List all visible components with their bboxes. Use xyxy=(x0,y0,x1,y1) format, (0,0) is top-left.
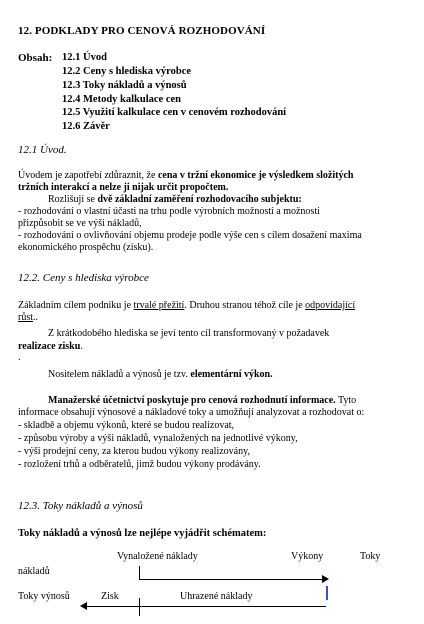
paragraph-line xyxy=(18,341,83,353)
paragraph-line xyxy=(48,395,356,407)
paragraph-line xyxy=(18,312,38,324)
diagram-label-toky-vynosu: Toky výnosů xyxy=(18,591,70,602)
underlined-span: odpovídající xyxy=(305,300,356,311)
toc-item-4: 12.4 Metody kalkulace cen xyxy=(62,94,181,105)
text-span: . Druhou stranou téhož cíle je xyxy=(184,300,306,311)
list-item: přizpůsobit se ve výši nákladů, xyxy=(18,218,142,229)
toc-label: Obsah: xyxy=(18,52,53,64)
revenue-flow-arrow-line xyxy=(84,606,326,607)
section-heading-uvod: 12.1 Úvod. xyxy=(18,144,67,156)
cost-flow-arrowhead xyxy=(322,575,329,583)
diagram-label-vykony: Výkony xyxy=(291,551,324,562)
list-item: - skladbě a objemu výkonů, které se budou realizovat, xyxy=(18,420,235,431)
list-item: - rozhodování o vlastní účasti na trhu podle výrobních možností a možnosti xyxy=(18,206,320,217)
bold-span: Manažerské účetnictví poskytuje pro cenová rozhodnutí informace. xyxy=(48,395,336,406)
underlined-span: trvalé přežití xyxy=(133,300,185,311)
diagram-label-vynalozene: Vynaložené náklady xyxy=(117,551,198,562)
list-item: ekonomického prospěchu (zisku). xyxy=(18,242,154,253)
text-span: Úvodem je zapotřebí zdůraznit, že xyxy=(18,170,158,181)
paragraph-line xyxy=(18,170,353,182)
bold-span: realizace zisku xyxy=(18,341,81,352)
cost-flow-start-tick xyxy=(139,566,140,580)
toc-item-6: 12.6 Závěr xyxy=(62,121,110,132)
text-span: .. xyxy=(33,312,38,323)
diagram-label-zisk: Zisk xyxy=(101,591,119,602)
toc-item-3: 12.3 Toky nákladů a výnosů xyxy=(62,80,187,91)
diagram-label-uhrazene: Uhrazené náklady xyxy=(180,591,253,602)
revenue-flow-arrowhead xyxy=(80,602,87,610)
paragraph-line: tržních interakcí a nelze ji nijak určit propočtem. xyxy=(18,182,229,193)
profit-divider-tick xyxy=(139,598,140,616)
list-item: - výši prodejní ceny, za kterou budou výkony realizovány, xyxy=(18,446,250,457)
diagram-label-nakladu: nákladů xyxy=(18,566,50,577)
text-span: Základním cílem podniku je xyxy=(18,300,134,311)
section-heading-toky: 12.3. Toky nákladů a výnosů xyxy=(18,500,143,512)
paragraph-line xyxy=(18,300,355,312)
toc-item-2: 12.2 Ceny s hlediska výrobce xyxy=(62,66,192,77)
text-span: Tyto xyxy=(335,395,357,406)
text-span: . xyxy=(80,341,83,352)
list-item: - způsobu výroby a výši nákladů, vynaložených na jednotlivé výkony, xyxy=(18,433,298,444)
toc-item-1: 12.1 Úvod xyxy=(62,52,107,63)
underlined-span: růst xyxy=(18,312,33,323)
paragraph-line xyxy=(48,194,302,206)
paragraph-line xyxy=(48,369,273,381)
list-item: - rozhodování o ovlivňování objemu prodeje podle výše cen s cílem dosažení maxima xyxy=(18,230,362,241)
diagram-intro: Toky nákladů a výnosů lze nejlépe vyjádřit schématem: xyxy=(18,528,267,539)
toc-item-5: 12.5 Využití kalkulace cen v cenovém rozhodování xyxy=(62,107,287,118)
cost-flow-arrow-line xyxy=(139,579,325,580)
section-heading-ceny: 12.2. Ceny s hlediska výrobce xyxy=(18,272,149,284)
text-span: Nositelem nákladů a výnosů je tzv. xyxy=(48,369,191,380)
paragraph-line: Z krátkodobého hlediska se jeví tento cíl transformovaný v požadavek xyxy=(48,328,330,339)
diagram-label-toky: Toky xyxy=(360,551,381,562)
text-span: Rozlišují se xyxy=(48,194,98,205)
bold-span: elementární výkon. xyxy=(190,369,273,380)
stray-dot: . xyxy=(18,352,21,363)
paragraph-line: informace obsahují výnosové a nákladové toky a umožňují analyzovat a rozhodovat o: xyxy=(18,407,365,418)
page-title: 12. PODKLADY PRO CENOVÁ ROZHODOVÁNÍ xyxy=(18,25,266,37)
bold-span: dvě základní zaměření rozhodovacího subjektu: xyxy=(97,194,302,205)
diagram-marker xyxy=(326,586,328,600)
list-item: - rozložení trhů a odběratelů, jimž budou výkony prodávány. xyxy=(18,459,261,470)
bold-span: cena v tržní ekonomice je výsledkem složitých xyxy=(157,170,354,181)
